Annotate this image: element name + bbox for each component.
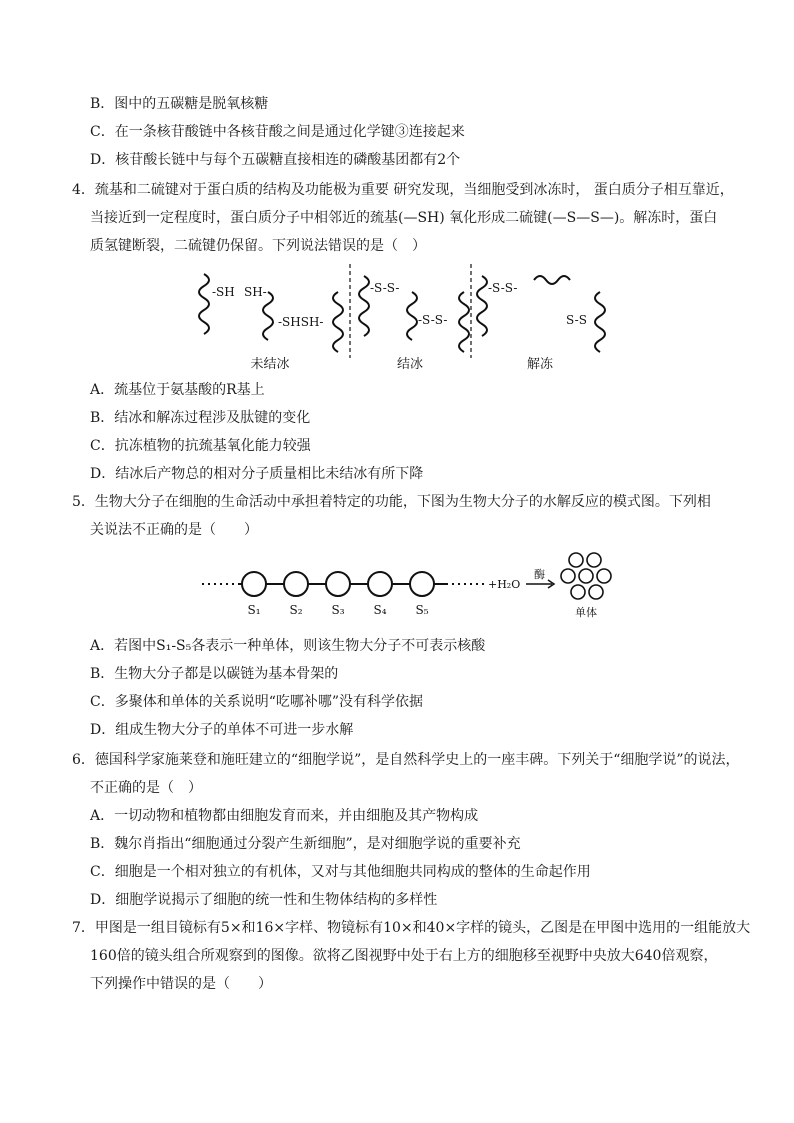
q3-option-c: C．在一条核苷酸链中各核苷酸之间是通过化学键③连接起来 <box>90 124 465 140</box>
monomer-5 <box>597 569 611 583</box>
ss-label-frozen-top: -S-S- <box>370 281 400 295</box>
protein-chain-1 <box>199 274 209 334</box>
subunit-s1 <box>242 572 266 596</box>
subunit-label-s3: S₃ <box>331 603 345 617</box>
monomer-7 <box>589 585 603 599</box>
q6-option-d: D．细胞学说揭示了细胞的统一性和生物体结构的多样性 <box>90 892 438 908</box>
q7-stem-line-1: 7．甲图是一组目镜标有5×和16×字样、物镜标有10×和40×字样的镜头，乙图是在甲图中选用的一组能放大 <box>72 920 751 936</box>
q4-stem-line-2: 当接近到一定程度时，蛋白质分子中相邻近的巯基(—SH) 氧化形成二硫键(—S—S—)。解冻时，蛋白 <box>90 210 718 226</box>
ss-label-thawed-bottom: S-S <box>566 313 587 327</box>
subunit-s3 <box>326 572 350 596</box>
q5-option-b: B．生物大分子都是以碳链为基本骨架的 <box>90 666 339 682</box>
q4-option-d: D．结冰后产物总的相对分子质量相比未结冰有所下降 <box>90 466 424 482</box>
subunit-s4 <box>368 572 392 596</box>
protein-chain-2 <box>263 292 273 340</box>
monomer-label: 单体 <box>575 606 597 619</box>
q4-option-a: A．巯基位于氨基酸的R基上 <box>90 382 265 398</box>
q5-hydrolysis-figure <box>196 548 626 622</box>
q4-stem-line-3: 质氢键断裂，二硫键仍保留。下列说法错误的是（ ） <box>90 238 426 254</box>
monomer-2 <box>587 553 601 567</box>
q3-option-d: D．核苷酸长链中与每个五碳糖直接相连的磷酸基团都有2个 <box>90 152 461 168</box>
q7-stem-line-2: 160倍的镜头组合所观察到的图像。欲将乙图视野中处于右上方的细胞移至视野中央放大640倍观察， <box>90 948 718 964</box>
q4-stem-line-1: 4．巯基和二硫键对于蛋白质的结构及功能极为重要 研究发现，当细胞受到冰冻时， 蛋白质分子相互靠近， <box>72 182 734 198</box>
protein-chain-9 <box>595 292 605 352</box>
protein-chain-3 <box>333 292 343 352</box>
q6-option-b: B．魏尔肖指出“细胞通过分裂产生新细胞”，是对细胞学说的重要补充 <box>90 836 521 852</box>
monomer-6 <box>571 585 585 599</box>
sh-label-left: -SH <box>212 285 235 299</box>
protein-chain-7 <box>477 276 487 336</box>
label-frozen: 结冰 <box>396 357 424 372</box>
ss-label-frozen-bottom: -S-S- <box>418 313 448 327</box>
q6-stem-line-2: 不正确的是（ ） <box>90 780 202 796</box>
protein-chain-4 <box>359 276 369 336</box>
monomer-3 <box>561 569 575 583</box>
protein-chain-5 <box>407 292 417 340</box>
shsh-label: -SHSH- <box>278 315 324 329</box>
q5-option-c: C．多聚体和单体的关系说明“吃哪补哪”没有科学依据 <box>90 694 424 710</box>
q6-option-c: C．细胞是一个相对独立的有机体，又对与其他细胞共同构成的整体的生命起作用 <box>90 864 591 880</box>
protein-chain-6 <box>459 292 469 352</box>
q4-option-b: B．结冰和解冻过程涉及肽键的变化 <box>90 410 311 426</box>
q5-stem-line-1: 5．生物大分子在细胞的生命活动中承担着特定的功能，下图为生物大分子的水解反应的模式图。下列相 <box>72 494 711 510</box>
enzyme-label: 酶 <box>534 568 545 581</box>
q4-option-c: C．抗冻植物的抗巯基氧化能力较强 <box>90 438 311 454</box>
subunit-s5 <box>410 572 434 596</box>
label-unfrozen: 未结冰 <box>250 357 290 372</box>
subunit-label-s2: S₂ <box>289 603 303 617</box>
subunit-label-s4: S₄ <box>373 603 387 617</box>
monomer-4 <box>579 569 593 583</box>
subunit-label-s1: S₁ <box>247 603 261 617</box>
q5-option-a: A．若图中S₁-S₅各表示一种单体，则该生物大分子不可表示核酸 <box>90 638 486 654</box>
protein-chain-8 <box>534 276 570 284</box>
water-label: +H₂O <box>488 578 521 591</box>
subunit-s2 <box>284 572 308 596</box>
subunit-label-s5: S₅ <box>415 603 429 617</box>
q3-option-b: B．图中的五碳糖是脱氧核糖 <box>90 96 269 112</box>
q6-option-a: A．一切动物和植物都由细胞发育而来，并由细胞及其产物构成 <box>90 808 479 824</box>
q6-stem-line-1: 6．德国科学家施莱登和施旺建立的“细胞学说”，是自然科学史上的一座丰碑。下列关于“细胞学说”的说法， <box>72 752 740 768</box>
ss-label-thawed-top: -S-S- <box>488 281 518 295</box>
sh-label-right: SH- <box>244 285 267 299</box>
q7-stem-line-3: 下列操作中错误的是（ ） <box>90 976 272 992</box>
label-thawed: 解冻 <box>526 357 554 372</box>
monomer-1 <box>569 553 583 567</box>
q5-option-d: D．组成生物大分子的单体不可进一步水解 <box>90 722 354 738</box>
q5-stem-line-2: 关说法不正确的是（ ） <box>90 522 258 538</box>
q4-protein-figure <box>190 262 610 374</box>
